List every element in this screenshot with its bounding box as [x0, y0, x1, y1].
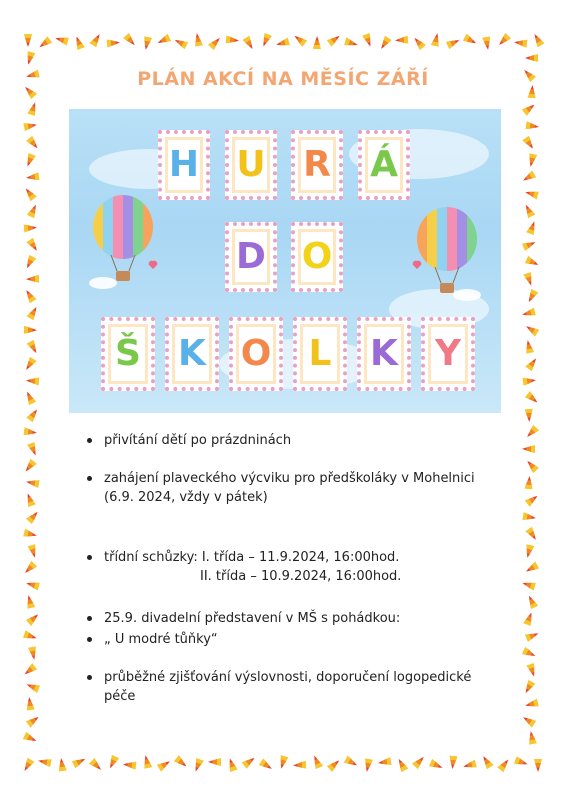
- letter-card: [158, 130, 210, 200]
- candy-corn-icon: [89, 32, 103, 47]
- candy-corn-icon: [522, 445, 535, 453]
- letter: R: [303, 144, 331, 185]
- candy-corn-icon: [27, 340, 40, 355]
- candy-corn-icon: [311, 754, 323, 769]
- candy-corn-icon: [226, 757, 238, 772]
- candy-corn-icon: [480, 754, 494, 769]
- candy-corn-icon: [54, 34, 69, 45]
- candy-corn-icon: [524, 458, 539, 473]
- candy-corn-icon: [446, 36, 461, 49]
- candy-corn-icon: [497, 757, 511, 772]
- candy-corn-icon: [327, 757, 342, 772]
- candy-corn-icon: [524, 562, 539, 575]
- letter-card: [225, 130, 277, 200]
- list-item: [84, 609, 504, 628]
- candy-corn-icon: [26, 407, 40, 422]
- candy-corn-icon: [482, 36, 492, 50]
- list-item: [84, 431, 504, 450]
- letter-card: [293, 317, 347, 391]
- item-text: 25.9. divadelní představení v MŠ s pohádkou:: [104, 611, 401, 626]
- letter: Á: [370, 144, 398, 185]
- candy-corn-icon: [37, 757, 51, 767]
- letter-card: [229, 317, 283, 391]
- candy-corn-icon: [23, 255, 36, 270]
- candy-corn-icon: [27, 203, 40, 218]
- candy-corn-icon: [28, 544, 39, 559]
- candy-corn-icon: [26, 377, 40, 386]
- candy-corn-icon: [327, 33, 342, 47]
- letter: O: [301, 236, 333, 277]
- list-item: [84, 630, 504, 649]
- candy-corn-icon: [25, 478, 39, 488]
- candy-corn-icon: [525, 527, 539, 542]
- letter-card: [357, 317, 411, 391]
- banner-image: [69, 109, 501, 413]
- candy-corn-icon: [142, 754, 153, 768]
- candy-corn-icon: [524, 339, 534, 353]
- candy-corn-icon: [23, 390, 36, 405]
- candy-corn-icon: [463, 34, 478, 47]
- candy-corn-icon: [193, 32, 203, 46]
- candy-corn-icon: [522, 203, 535, 218]
- candy-corn-icon: [23, 288, 37, 303]
- candy-corn-icon: [22, 561, 37, 576]
- letter-card: [291, 222, 343, 292]
- candy-corn-icon: [524, 699, 539, 710]
- candy-corn-icon: [226, 35, 240, 44]
- candy-corn-icon: [448, 756, 457, 770]
- candy-corn-icon: [208, 758, 221, 766]
- candy-corn-icon: [26, 509, 41, 524]
- candy-corn-icon: [524, 323, 539, 337]
- candy-corn-icon: [27, 442, 39, 457]
- candy-corn-icon: [26, 172, 40, 182]
- candy-corn-icon: [525, 493, 540, 507]
- candy-corn-icon: [521, 308, 536, 319]
- letter: O: [240, 333, 272, 374]
- letter: Š: [115, 333, 141, 374]
- candy-corn-icon: [524, 188, 539, 199]
- candy-corn-icon: [23, 732, 38, 745]
- candy-corn-icon: [106, 755, 119, 770]
- item-text: průběžné zjišťování výslovnosti, doporučení logopedické péče: [104, 670, 472, 704]
- candy-corn-icon: [142, 36, 152, 50]
- candy-corn-icon: [522, 512, 536, 522]
- bullet-icon: [87, 637, 92, 642]
- candy-corn-icon: [24, 326, 37, 334]
- candy-corn-icon: [28, 646, 38, 660]
- candy-corn-icon: [514, 756, 529, 768]
- candy-corn-icon: [522, 680, 535, 695]
- item-text-line2: II. třída – 10.9.2024, 16:00hod.: [200, 569, 402, 584]
- candy-corn-icon: [157, 758, 172, 772]
- candy-corn-icon: [363, 758, 373, 772]
- candy-corn-icon: [107, 38, 121, 47]
- candy-corn-icon: [395, 757, 408, 772]
- candy-corn-icon: [24, 153, 36, 168]
- candy-corn-icon: [27, 305, 40, 320]
- candy-corn-icon: [524, 476, 533, 490]
- bullet-icon: [87, 476, 92, 481]
- candy-corn-icon: [22, 663, 37, 677]
- item-text: „ U modré tůňky“: [104, 632, 218, 647]
- item-text: třídní schůzky: I. třída – 11.9.2024, 16:00hod.: [104, 550, 400, 565]
- list-item: [84, 668, 504, 706]
- candy-corn-icon: [524, 544, 535, 558]
- letter-card: [421, 317, 475, 391]
- candy-corn-icon: [21, 758, 34, 773]
- candy-corn-icon: [277, 755, 288, 770]
- candy-corn-icon: [24, 34, 32, 47]
- candy-corn-icon: [526, 121, 540, 131]
- letter: K: [370, 333, 398, 374]
- letter: U: [236, 144, 266, 185]
- candy-corn-icon: [431, 32, 442, 46]
- candy-corn-icon: [377, 757, 391, 767]
- candy-corn-icon: [23, 186, 37, 201]
- letter: K: [178, 333, 206, 374]
- candy-corn-icon: [57, 758, 67, 772]
- candy-corn-icon: [208, 35, 223, 50]
- candy-corn-icon: [496, 33, 511, 48]
- candy-corn-icon: [526, 663, 538, 678]
- candy-corn-icon: [26, 275, 39, 283]
- candy-corn-icon: [26, 136, 40, 151]
- candy-corn-icon: [22, 459, 36, 474]
- candy-corn-icon: [26, 611, 41, 626]
- candy-corn-icon: [462, 760, 477, 771]
- candy-corn-icon: [25, 681, 40, 693]
- candy-corn-icon: [242, 755, 257, 769]
- candy-corn-icon: [174, 755, 189, 769]
- candy-corn-icon: [27, 101, 39, 116]
- candy-corn-icon: [526, 220, 538, 235]
- candy-corn-icon: [25, 697, 35, 711]
- candy-corn-icon: [242, 36, 256, 51]
- candy-corn-icon: [525, 54, 538, 62]
- candy-corn-icon: [123, 33, 138, 48]
- candy-corn-icon: [260, 33, 272, 48]
- candy-corn-icon: [156, 34, 171, 47]
- candy-corn-icon: [524, 425, 539, 440]
- candy-corn-icon: [24, 492, 36, 507]
- candy-corn-icon: [412, 754, 427, 769]
- candy-corn-icon: [275, 38, 290, 49]
- candy-corn-icon: [525, 630, 540, 642]
- candy-corn-icon: [522, 136, 536, 151]
- candy-corn-icon: [411, 35, 426, 50]
- letter-card: [358, 130, 410, 200]
- candy-corn-icon: [395, 36, 409, 45]
- candy-corn-icon: [521, 714, 536, 728]
- candy-corn-icon: [23, 630, 38, 642]
- candy-corn-icon: [525, 594, 538, 609]
- candy-corn-icon: [26, 238, 40, 253]
- candy-corn-icon: [534, 759, 542, 772]
- candy-corn-icon: [525, 256, 540, 269]
- candy-corn-icon: [429, 759, 444, 772]
- item-text: přivítání dětí po prázdninách: [104, 433, 292, 448]
- candy-corn-icon: [73, 35, 85, 50]
- letter-card: [225, 222, 277, 292]
- candy-corn-icon: [344, 756, 359, 769]
- item-text: zahájení plaveckého výcviku pro předškoláky v Mohelnici (6.9. 2024, vždy v pátek): [104, 471, 475, 505]
- candy-corn-icon: [527, 730, 537, 744]
- candy-corn-icon: [514, 38, 528, 48]
- candy-corn-icon: [259, 758, 274, 772]
- candy-corn-icon: [525, 289, 538, 304]
- candy-corn-icon: [344, 37, 359, 48]
- candy-corn-icon: [522, 239, 537, 251]
- candy-corn-icon: [531, 32, 544, 47]
- candy-corn-icon: [26, 714, 41, 728]
- candy-corn-icon: [25, 579, 40, 590]
- candy-corn-icon: [123, 760, 137, 769]
- hot-air-balloon-icon: [407, 205, 487, 305]
- bullet-icon: [87, 675, 92, 680]
- candy-corn-icon: [37, 36, 52, 50]
- candy-corn-icon: [292, 33, 307, 47]
- candy-corn-icon: [25, 594, 36, 608]
- candy-corn-icon: [24, 51, 35, 66]
- hot-air-balloon-icon: [83, 193, 163, 293]
- candy-corn-icon: [23, 121, 37, 131]
- letter: L: [308, 333, 332, 374]
- letter-card: [101, 317, 155, 391]
- candy-corn-icon: [522, 101, 537, 115]
- candy-corn-icon: [192, 758, 204, 773]
- page-title: PLÁN AKCÍ NA MĚSÍC ZÁŘÍ: [137, 68, 429, 90]
- candy-corn-icon: [23, 357, 37, 372]
- letter: H: [168, 144, 200, 185]
- candy-corn-icon: [525, 356, 539, 371]
- candy-corn-icon: [293, 761, 307, 770]
- letter: D: [236, 236, 266, 277]
- candy-corn-icon: [522, 647, 537, 660]
- candy-corn-icon: [523, 272, 535, 287]
- letter: Y: [434, 333, 462, 374]
- candy-corn-icon: [525, 391, 540, 405]
- candy-corn-icon: [313, 36, 321, 49]
- bullet-icon: [87, 616, 92, 621]
- candy-corn-icon: [23, 529, 37, 540]
- letter-card: [291, 130, 343, 200]
- candy-corn-icon: [523, 376, 537, 386]
- candy-corn-icon: [89, 758, 104, 773]
- candy-corn-icon: [525, 409, 534, 422]
- candy-corn-icon: [378, 36, 392, 51]
- candy-corn-icon: [521, 579, 536, 590]
- candy-corn-icon: [362, 33, 374, 48]
- list-item: [84, 469, 504, 507]
- candy-corn-icon: [173, 36, 188, 49]
- candy-corn-icon: [523, 611, 535, 626]
- bullet-icon: [87, 555, 92, 560]
- candy-corn-icon: [24, 427, 38, 437]
- candy-corn-icon: [521, 170, 536, 184]
- candy-corn-icon: [527, 153, 538, 167]
- candy-corn-icon: [72, 755, 87, 768]
- candy-corn-icon: [24, 223, 38, 232]
- letter-card: [165, 317, 219, 391]
- list-item: [84, 548, 504, 586]
- bullet-icon: [87, 438, 92, 443]
